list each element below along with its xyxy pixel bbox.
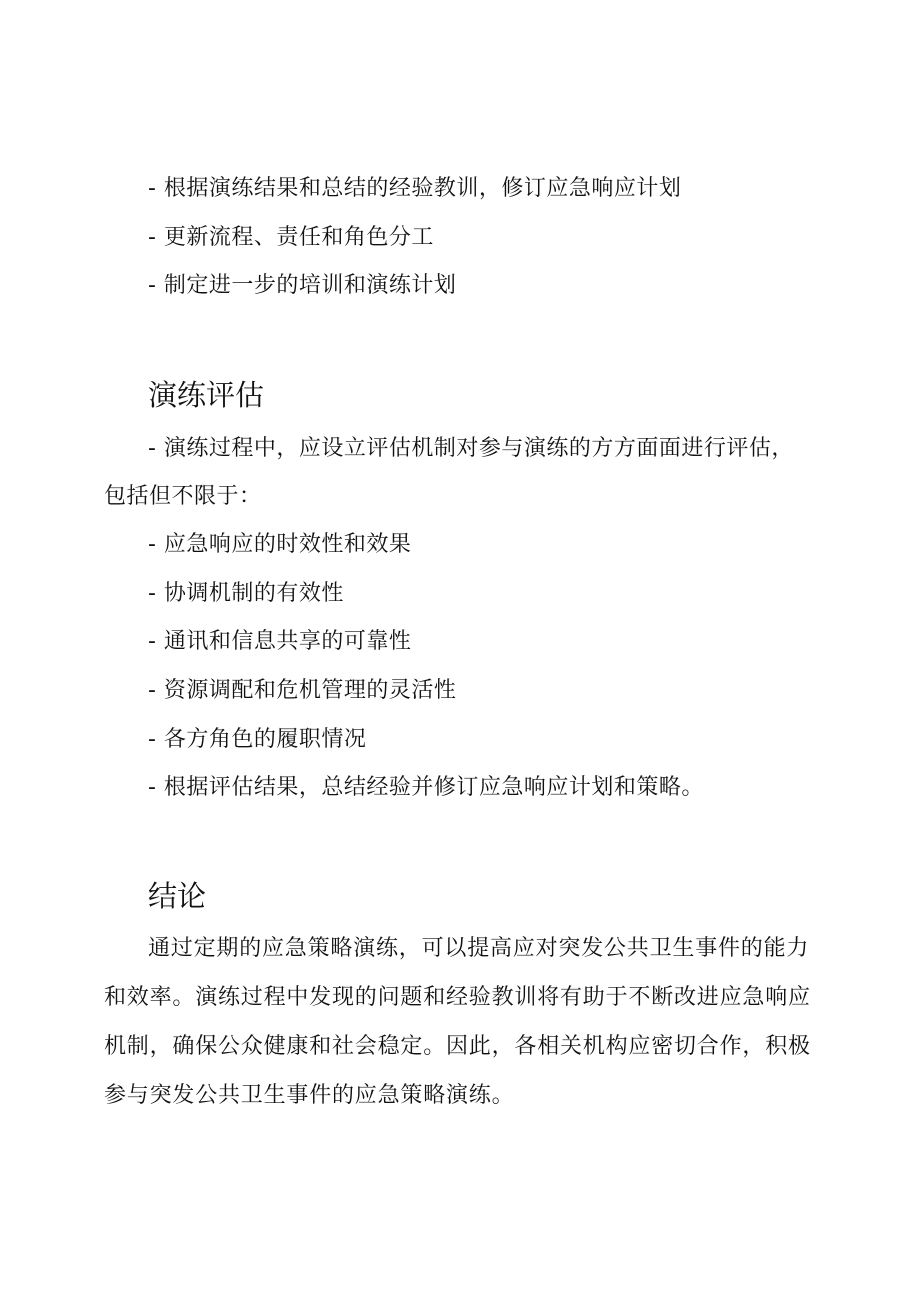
section-heading-conclusion: 结论 <box>148 879 207 913</box>
list-item: - 资源调配和危机管理的灵活性 <box>148 678 457 703</box>
list-item: - 各方角色的履职情况 <box>148 727 367 752</box>
section-heading-evaluation: 演练评估 <box>148 378 265 412</box>
list-item: - 根据演练结果和总结的经验教训，修订应急响应计划 <box>148 176 682 201</box>
list-item: - 根据评估结果，总结经验并修订应急响应计划和策略。 <box>148 775 704 800</box>
evaluation-intro-line-2: 包括但不限于： <box>104 484 262 509</box>
list-item: - 制定进一步的培训和演练计划 <box>148 273 457 298</box>
list-item: - 应急响应的时效性和效果 <box>148 532 412 557</box>
list-item: - 通讯和信息共享的可靠性 <box>148 629 412 654</box>
list-item: - 更新流程、责任和角色分工 <box>148 225 434 250</box>
conclusion-paragraph: 通过定期的应急策略演练，可以提高应对突发公共卫生事件的能力和效率。演练过程中发现的问题和经验教训将有助于不断改进应急响应机制，确保公众健康和社会稳定。因此，各相关机构应密切合作，积极参与突发公共卫生事件的应急策略演练。 <box>104 936 811 1108</box>
list-item: - 协调机制的有效性 <box>148 581 344 606</box>
evaluation-intro-line-1: - 演练过程中，应设立评估机制对参与演练的方方面面进行评估， <box>148 436 794 461</box>
